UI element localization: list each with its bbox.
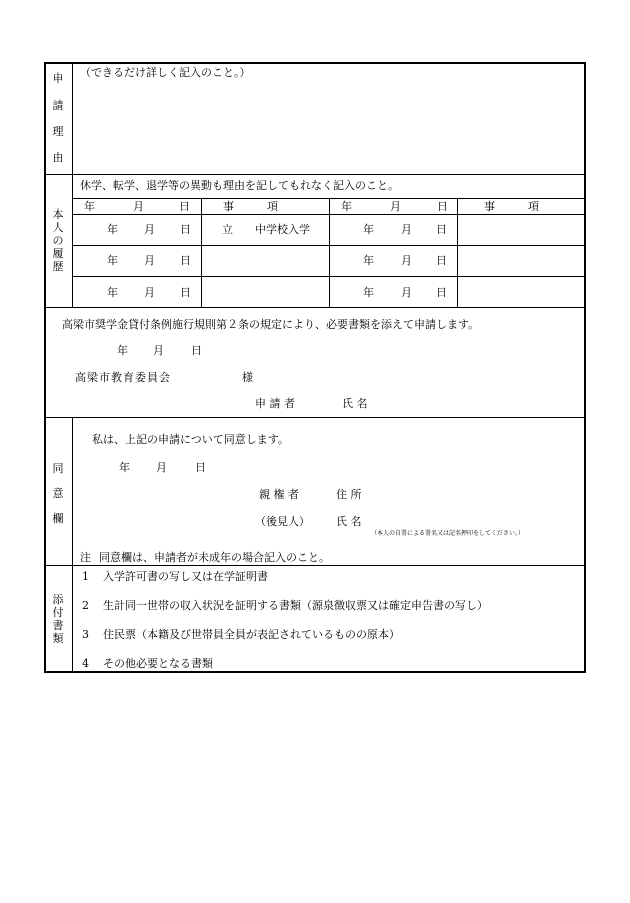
divider-application-consent [45,417,586,418]
history-cell-month[interactable]: 月 [401,223,412,236]
reason-label-char: 請 [52,99,64,112]
consent-date-year[interactable]: 年 [119,461,130,474]
history-cell-day[interactable]: 日 [180,223,191,236]
addressee-honorific: 様 [242,371,253,384]
label-column-line-history [72,174,73,307]
history-label-char: 本 [52,208,64,221]
history-header-month: 月 [390,200,401,213]
guardian-name-label: 氏 名 [336,515,362,528]
history-cell-event[interactable]: 立 中学校入学 [222,223,310,236]
history-col-line [457,198,458,307]
attachment-text: 住民票（本籍及び世帯員全員が表記されているものの原本） [103,628,400,641]
consent-date-day[interactable]: 日 [195,461,206,474]
attachments-label-char: 付 [52,606,64,619]
reason-label-char: 由 [52,151,64,164]
history-label-char: 履 [52,247,64,260]
sign-note: （本人の自署による署名又は記名押印をしてください。） [371,530,525,537]
history-header-event: 事 項 [223,200,278,213]
application-date-day[interactable]: 日 [191,344,202,357]
attachment-text: 生計同一世帯の収入状況を証明する書類（源泉徴収票又は確定申告書の写し） [103,599,488,612]
history-header-day: 日 [437,200,448,213]
history-cell-day[interactable]: 日 [436,223,447,236]
attachment-number: 1 [82,570,89,583]
consent-note-prefix: 注 [80,551,91,564]
reason-label-char: 申 [52,72,64,85]
history-cell-day[interactable]: 日 [180,286,191,299]
consent-statement: 私は、上記の申請について同意します。 [92,433,289,446]
history-cell-day[interactable]: 日 [180,254,191,267]
application-statement: 高梁市奨学金貸付条例施行規則第２条の規定により、必要書類を添えて申請します。 [62,318,480,331]
consent-label-char: 同 [52,462,64,475]
attachment-text: 入学許可書の写し又は在学証明書 [103,570,268,583]
application-date-month[interactable]: 月 [153,344,164,357]
divider-reason-history [45,174,586,175]
history-cell-year[interactable]: 年 [363,223,374,236]
applicant-label: 申 請 者 [255,397,295,410]
history-label-char: の [52,234,64,247]
applicant-name-label: 氏 名 [342,397,368,410]
attachments-label-char: 添 [52,593,64,606]
guardian-label: 親 権 者 [259,488,299,501]
history-header-month: 月 [133,200,144,213]
attachments-label-char: 書 [52,619,64,632]
reason-input-area[interactable] [74,82,584,172]
attachment-text: その他必要となる書類 [103,657,213,670]
divider-consent-attachments [45,565,586,566]
history-cell-year[interactable]: 年 [363,254,374,267]
history-cell-year[interactable]: 年 [107,254,118,267]
label-column-line-consent [72,417,73,565]
history-cell-month[interactable]: 月 [144,286,155,299]
consent-date-month[interactable]: 月 [156,461,167,474]
attachment-number: 4 [82,657,89,670]
history-col-line [201,198,202,307]
history-header-year: 年 [84,200,95,213]
history-cell-month[interactable]: 月 [401,254,412,267]
history-label-char: 人 [52,221,64,234]
history-cell-year[interactable]: 年 [107,286,118,299]
attachments-label-char: 類 [52,632,64,645]
history-cell-month[interactable]: 月 [144,254,155,267]
consent-label-char: 欄 [52,512,64,525]
history-cell-month[interactable]: 月 [401,286,412,299]
label-column-line-reason [72,63,73,174]
guardian2-label: （後見人） [255,515,310,528]
history-note: 休学、転学、退学等の異動も理由を記してもれなく記入のこと。 [80,179,399,192]
guardian-address-label: 住 所 [336,488,362,501]
divider-history-application [45,307,586,308]
history-header-day: 日 [179,200,190,213]
history-cell-year[interactable]: 年 [363,286,374,299]
addressee: 高梁市教育委員会 [75,371,171,384]
history-cell-day[interactable]: 日 [436,254,447,267]
history-label-char: 歴 [52,260,64,273]
reason-note: （できるだけ詳しく記入のこと。） [80,66,251,79]
consent-label-char: 意 [52,487,64,500]
history-col-line [329,198,330,307]
attachment-number: 3 [82,628,89,641]
history-header-event: 事 項 [484,200,539,213]
history-cell-year[interactable]: 年 [107,223,118,236]
reason-label-char: 理 [52,125,64,138]
label-column-line-attachments [72,565,73,672]
history-cell-day[interactable]: 日 [436,286,447,299]
attachment-number: 2 [82,599,89,612]
history-header-year: 年 [341,200,352,213]
consent-note: 同意欄は、申請者が未成年の場合記入のこと。 [99,551,330,564]
history-cell-month[interactable]: 月 [144,223,155,236]
application-date-year[interactable]: 年 [117,344,128,357]
